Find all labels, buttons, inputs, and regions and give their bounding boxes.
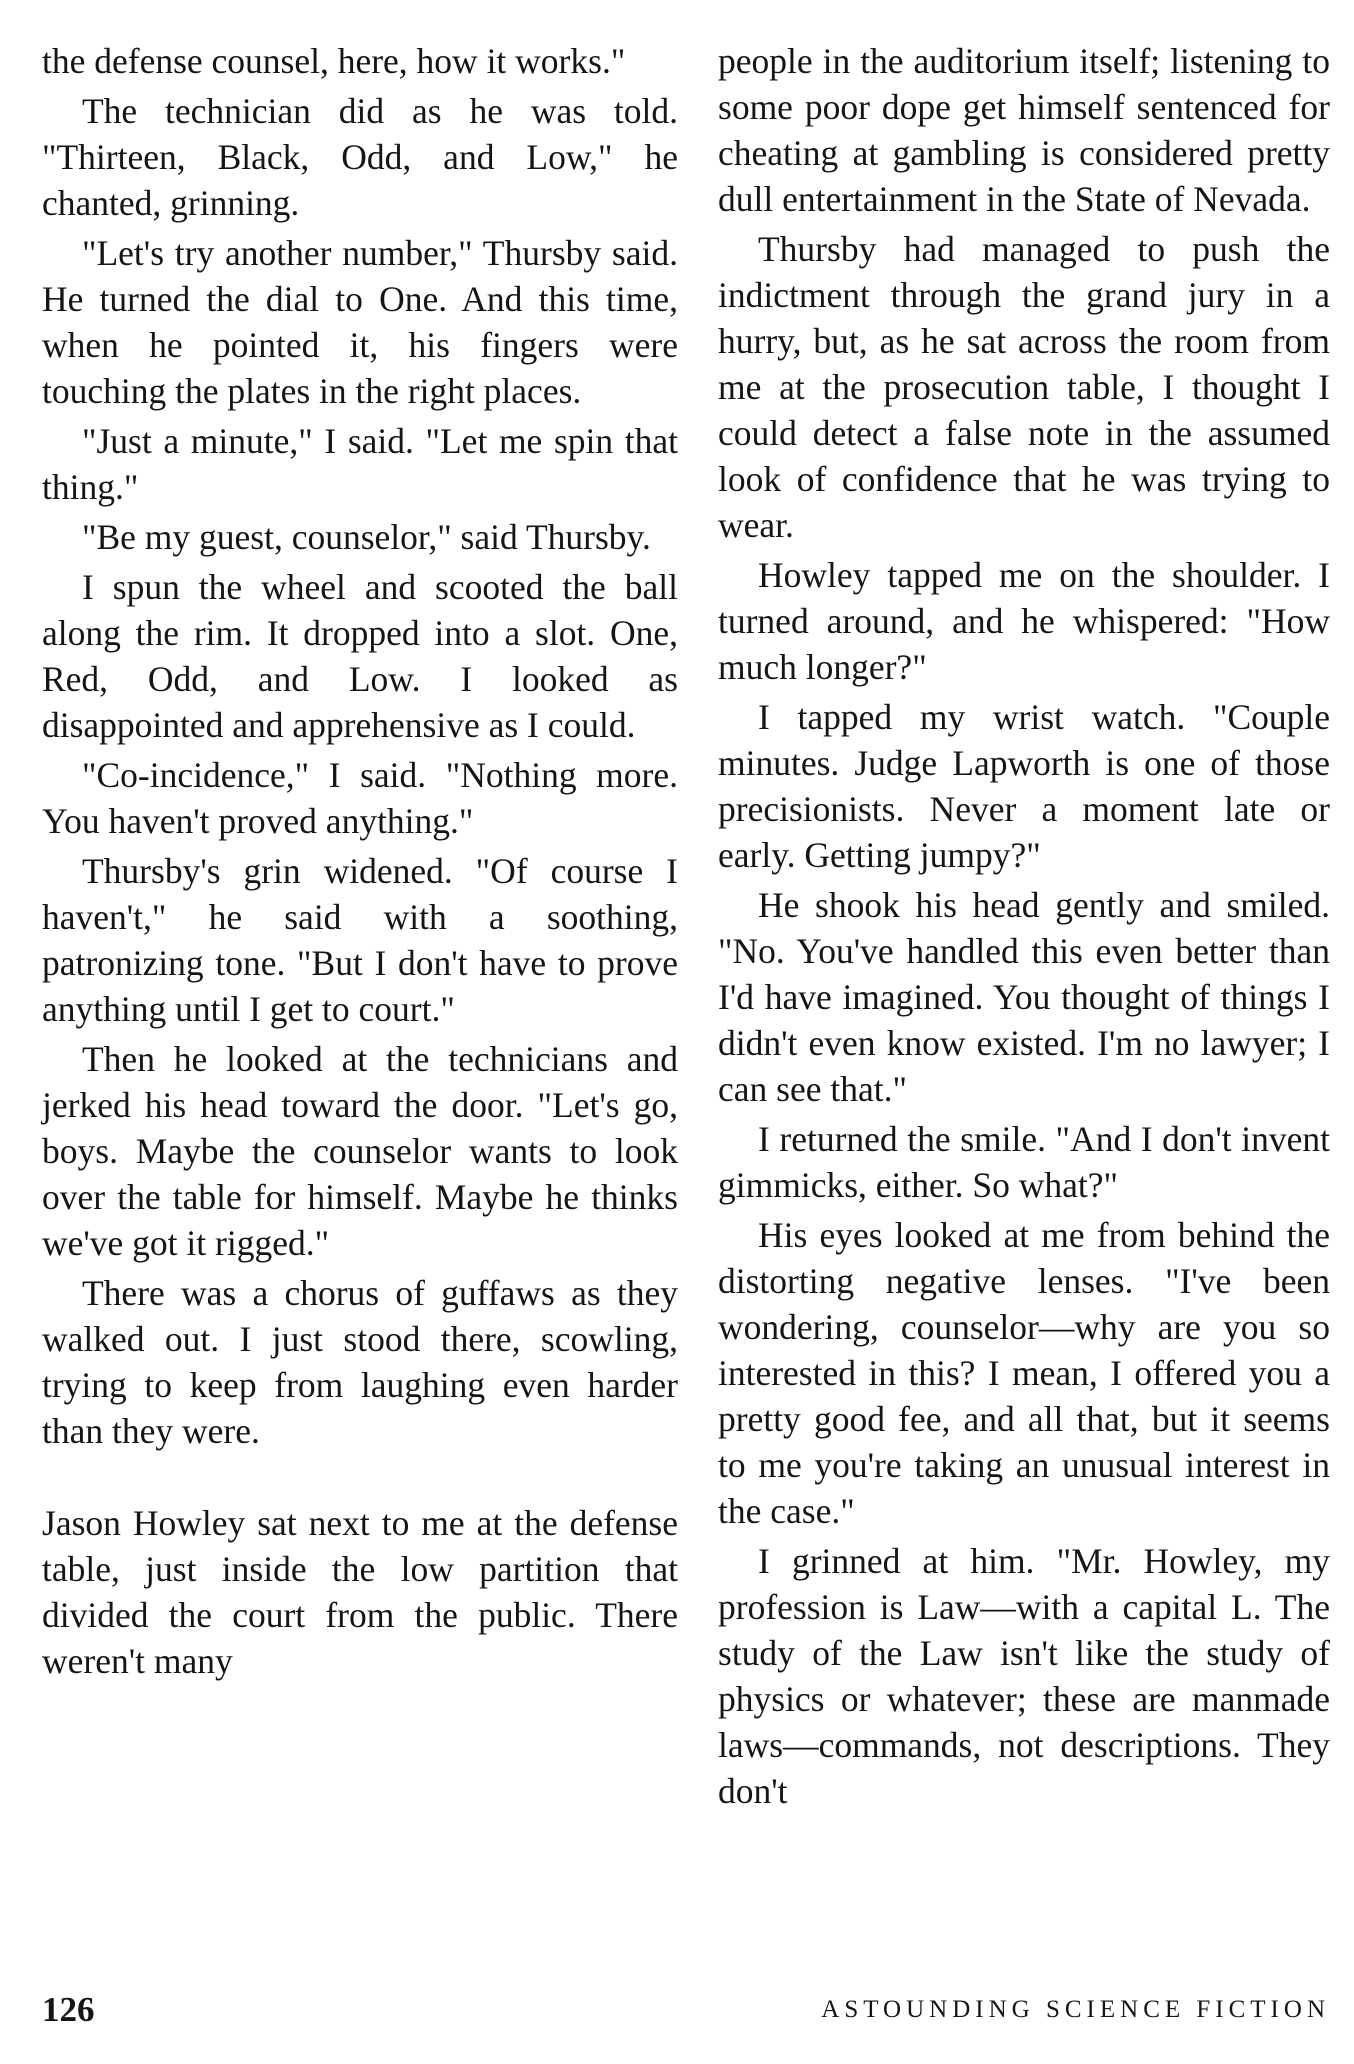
left-text-column <box>42 38 678 1688</box>
right-text-column <box>718 38 1330 1818</box>
paragraph: There was a chorus of guffaws as they walked out. I just stood there, scowling, trying to keep from laughing even harder than they were. <box>42 1273 678 1451</box>
section-start-paragraph: Jason Howley sat next to me at the defense table, just inside the low partition that divided the court from the public. There weren't many <box>42 1503 678 1681</box>
paragraph: Thursby's grin widened. "Of course I haven't," he said with a soothing, patronizing tone. "But I don't have to prove anything until I get to court." <box>42 851 678 1029</box>
running-title: ASTOUNDING SCIENCE FICTION <box>821 1996 1330 2023</box>
paragraph: I tapped my wrist watch. "Couple minutes. Judge Lapworth is one of those precisionists. Never a moment late or early. Getting jumpy?" <box>718 697 1330 875</box>
paragraph: I returned the smile. "And I don't invent gimmicks, either. So what?" <box>718 1119 1330 1205</box>
paragraph: Howley tapped me on the shoulder. I turned around, and he whispered: "How much longer?" <box>718 555 1330 687</box>
paragraph: Thursby had managed to push the indictment through the grand jury in a hurry, but, as he sat across the room from me at the prosecution table, I thought I could detect a false note in the assumed look of confidence that he was trying to wear. <box>718 229 1330 545</box>
paragraph: "Co-incidence," I said. "Nothing more. You haven't proved anything." <box>42 755 678 841</box>
page-number: 126 <box>42 1990 95 2029</box>
paragraph: "Be my guest, counselor," said Thursby. <box>82 517 651 557</box>
paragraph: His eyes looked at me from behind the distorting negative lenses. "I've been wondering, counselor—why are you so interested in this? I mean, I offered you a pretty good fee, and all that, but it seems to me you're taking an unusual interest in the case." <box>718 1215 1330 1531</box>
paragraph: He shook his head gently and smiled. "No. You've handled this even better than I'd have imagined. You thought of things I didn't even know existed. I'm no lawyer; I can see that." <box>718 885 1330 1109</box>
paragraph: the defense counsel, here, how it works." <box>42 41 626 81</box>
page-footer <box>42 1990 1330 2040</box>
paragraph: people in the auditorium itself; listening to some poor dope get himself sentenced for cheating at gambling is considered pretty dull entertainment in the State of Nevada. <box>718 41 1330 219</box>
paragraph: The technician did as he was told. "Thirteen, Black, Odd, and Low," he chanted, grinning. <box>42 91 678 223</box>
paragraph: "Just a minute," I said. "Let me spin that thing." <box>42 421 678 507</box>
paragraph: Then he looked at the technicians and jerked his head toward the door. "Let's go, boys. Maybe the counselor wants to look over the table for himself. Maybe he thinks we've got it rigged." <box>42 1039 678 1263</box>
paragraph: I spun the wheel and scooted the ball along the rim. It dropped into a slot. One, Red, Odd, and Low. I looked as disappointed and apprehensive as I could. <box>42 567 678 745</box>
paragraph: I grinned at him. "Mr. Howley, my profession is Law—with a capital L. The study of the Law isn't like the study of physics or whatever; these are manmade laws—commands, not descriptions. They don't <box>718 1541 1330 1811</box>
paragraph: "Let's try another number," Thursby said. He turned the dial to One. And this time, when he pointed it, his fingers were touching the plates in the right places. <box>42 233 678 411</box>
